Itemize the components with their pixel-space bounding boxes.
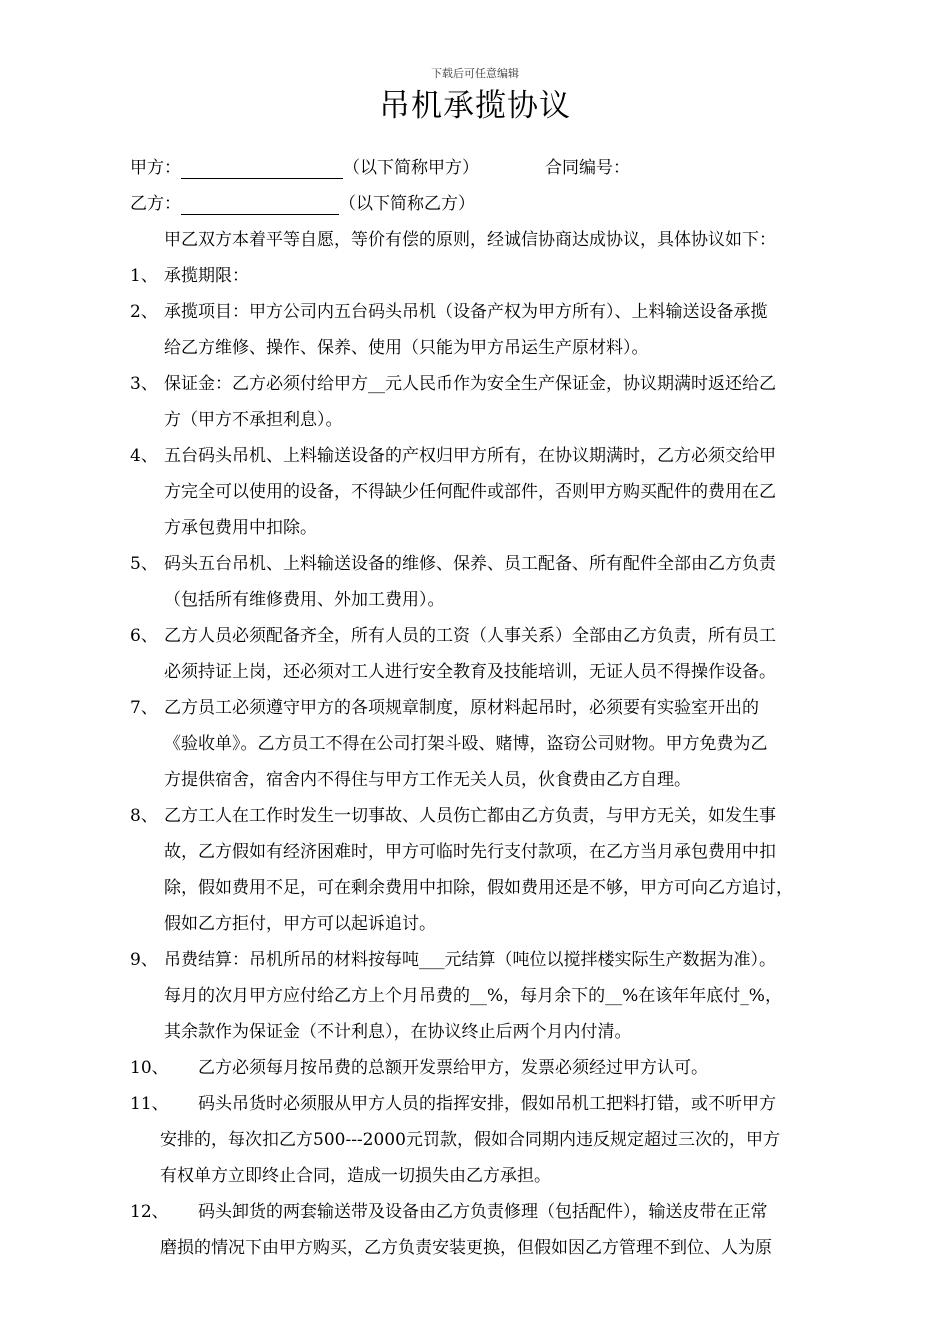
party-a-line <box>130 150 872 186</box>
party-b-label: 乙方： <box>130 194 181 214</box>
clause-line: 乙方必须每月按吊费的总额开发票给甲方，发票必须经过甲方认可。 <box>198 1058 708 1078</box>
page-title: 吊机承揽协议 <box>379 88 571 124</box>
clause-line: 每月的次月甲方应付给乙方上个月吊费的__%，每月余下的__%在该年年底付_%， <box>164 986 782 1006</box>
clause-item <box>130 366 872 438</box>
clause-number: 9、 <box>130 950 158 970</box>
clause-text <box>164 690 872 798</box>
clause-number: 3、 <box>130 374 158 394</box>
clause-line: 承揽期限： <box>164 266 249 286</box>
clause-line: 码头五台吊机、上料输送设备的维修、保养、员工配备、所有配件全部由乙方负责 <box>164 554 776 574</box>
clause-line: 码头吊货时必须服从甲方人员的指挥安排，假如吊机工把料打错，或不听甲方 <box>198 1094 776 1114</box>
clause-line: （包括所有维修费用、外加工费用）。 <box>164 590 445 610</box>
clause-first-line <box>130 1086 872 1122</box>
intro-paragraph: 甲乙双方本着平等自愿，等价有偿的原则，经诚信协商达成协议，具体协议如下： <box>164 230 776 250</box>
clause-line: 方提供宿舍，宿舍内不得住与甲方工作无关人员，伙食费由乙方自理。 <box>164 770 691 790</box>
clause-list <box>130 258 872 1266</box>
clause-line: 码头卸货的两套输送带及设备由乙方负责修理（包括配件），输送皮带在正常 <box>198 1202 768 1222</box>
clause-number: 1、 <box>130 266 158 286</box>
clause-item <box>130 438 872 546</box>
party-a-blank <box>181 158 343 179</box>
clause-item <box>130 798 872 942</box>
clause-number: 10、 <box>130 1058 169 1078</box>
clause-number: 7、 <box>130 698 158 718</box>
download-note: 下载后可任意编辑 <box>431 67 519 80</box>
clause-item <box>130 1050 872 1086</box>
clause-item <box>130 618 872 690</box>
clause-line: 乙方工人在工作时发生一切事故、人员伤亡都由乙方负责，与甲方无关，如发生事 <box>164 806 776 826</box>
clause-line: 除，假如费用不足，可在剩余费用中扣除，假如费用还是不够，甲方可向乙方追讨， <box>164 878 793 898</box>
clause-text <box>164 546 872 618</box>
clause-first-line <box>130 1050 872 1086</box>
clause-number: 2、 <box>130 302 158 322</box>
clause-text <box>164 618 872 690</box>
clause-text <box>164 366 872 438</box>
clause-line: 有权单方立即终止合同，造成一切损失由乙方承担。 <box>160 1166 551 1186</box>
clause-line: 方完全可以使用的设备，不得缺少任何配件或部件，否则甲方购买配件的费用在乙 <box>164 482 776 502</box>
clause-text <box>164 438 872 546</box>
clause-item <box>130 546 872 618</box>
clause-line: 假如乙方拒付，甲方可以起诉追讨。 <box>164 914 436 934</box>
clause-item <box>130 1194 872 1266</box>
contract-number-label: 合同编号： <box>545 158 630 178</box>
clause-text <box>164 798 872 942</box>
clause-line: 承揽项目：甲方公司内五台码头吊机（设备产权为甲方所有）、上料输送设备承揽 <box>164 302 768 322</box>
clause-line: 给乙方维修、操作、保养、使用（只能为甲方吊运生产原材料）。 <box>164 338 649 358</box>
clause-number: 12、 <box>130 1202 169 1222</box>
clause-line: 安排的，每次扣乙方500---2000元罚款，假如合同期内违反规定超过三次的，甲方 <box>160 1130 780 1150</box>
clause-line: 方承包费用中扣除。 <box>164 518 317 538</box>
clause-number: 11、 <box>130 1094 169 1114</box>
party-a-label: 甲方： <box>130 158 181 178</box>
clause-line: 保证金：乙方必须付给甲方__元人民币作为安全生产保证金，协议期满时返还给乙 <box>164 374 776 394</box>
party-a-suffix: （以下简称甲方） <box>343 158 479 178</box>
clause-line: 乙方人员必须配备齐全，所有人员的工资（人事关系）全部由乙方负责，所有员工 <box>164 626 776 646</box>
clause-number: 6、 <box>130 626 158 646</box>
clause-first-line <box>130 1194 872 1230</box>
clause-line: 吊费结算：吊机所吊的材料按每吨___元结算（吨位以搅拌楼实际生产数据为准）。 <box>164 950 776 970</box>
clause-number: 8、 <box>130 806 158 826</box>
clause-line: 磨损的情况下由甲方购买，乙方负责安装更换，但假如因乙方管理不到位、人为原 <box>160 1238 772 1258</box>
clause-item <box>130 942 872 1050</box>
clause-item <box>130 1086 872 1194</box>
party-b-line <box>130 186 872 222</box>
clause-line: 乙方员工必须遵守甲方的各项规章制度，原材料起吊时，必须要有实验室开出的 <box>164 698 759 718</box>
clause-line: 五台码头吊机、上料输送设备的产权归甲方所有，在协议期满时，乙方必须交给甲 <box>164 446 776 466</box>
clause-line: 方（甲方不承担利息）。 <box>164 410 343 430</box>
document-body <box>130 150 872 1266</box>
clause-text <box>164 942 872 1050</box>
clause-line: 《验收单》。乙方员工不得在公司打架斗殴、赌博，盗窃公司财物。甲方免费为乙 <box>164 734 768 754</box>
clause-number: 4、 <box>130 446 158 466</box>
party-b-suffix: （以下简称乙方） <box>339 194 475 214</box>
party-b-blank <box>181 194 339 215</box>
clause-text <box>164 258 872 294</box>
clause-item <box>130 294 872 366</box>
clause-item <box>130 258 872 294</box>
clause-text <box>164 294 872 366</box>
clause-line: 必须持证上岗，还必须对工人进行安全教育及技能培训，无证人员不得操作设备。 <box>164 662 776 682</box>
clause-line: 故，乙方假如有经济困难时，甲方可临时先行支付款项，在乙方当月承包费用中扣 <box>164 842 776 862</box>
clause-line: 其余款作为保证金（不计利息），在协议终止后两个月内付清。 <box>164 1022 632 1042</box>
clause-item <box>130 690 872 798</box>
clause-number: 5、 <box>130 554 158 574</box>
